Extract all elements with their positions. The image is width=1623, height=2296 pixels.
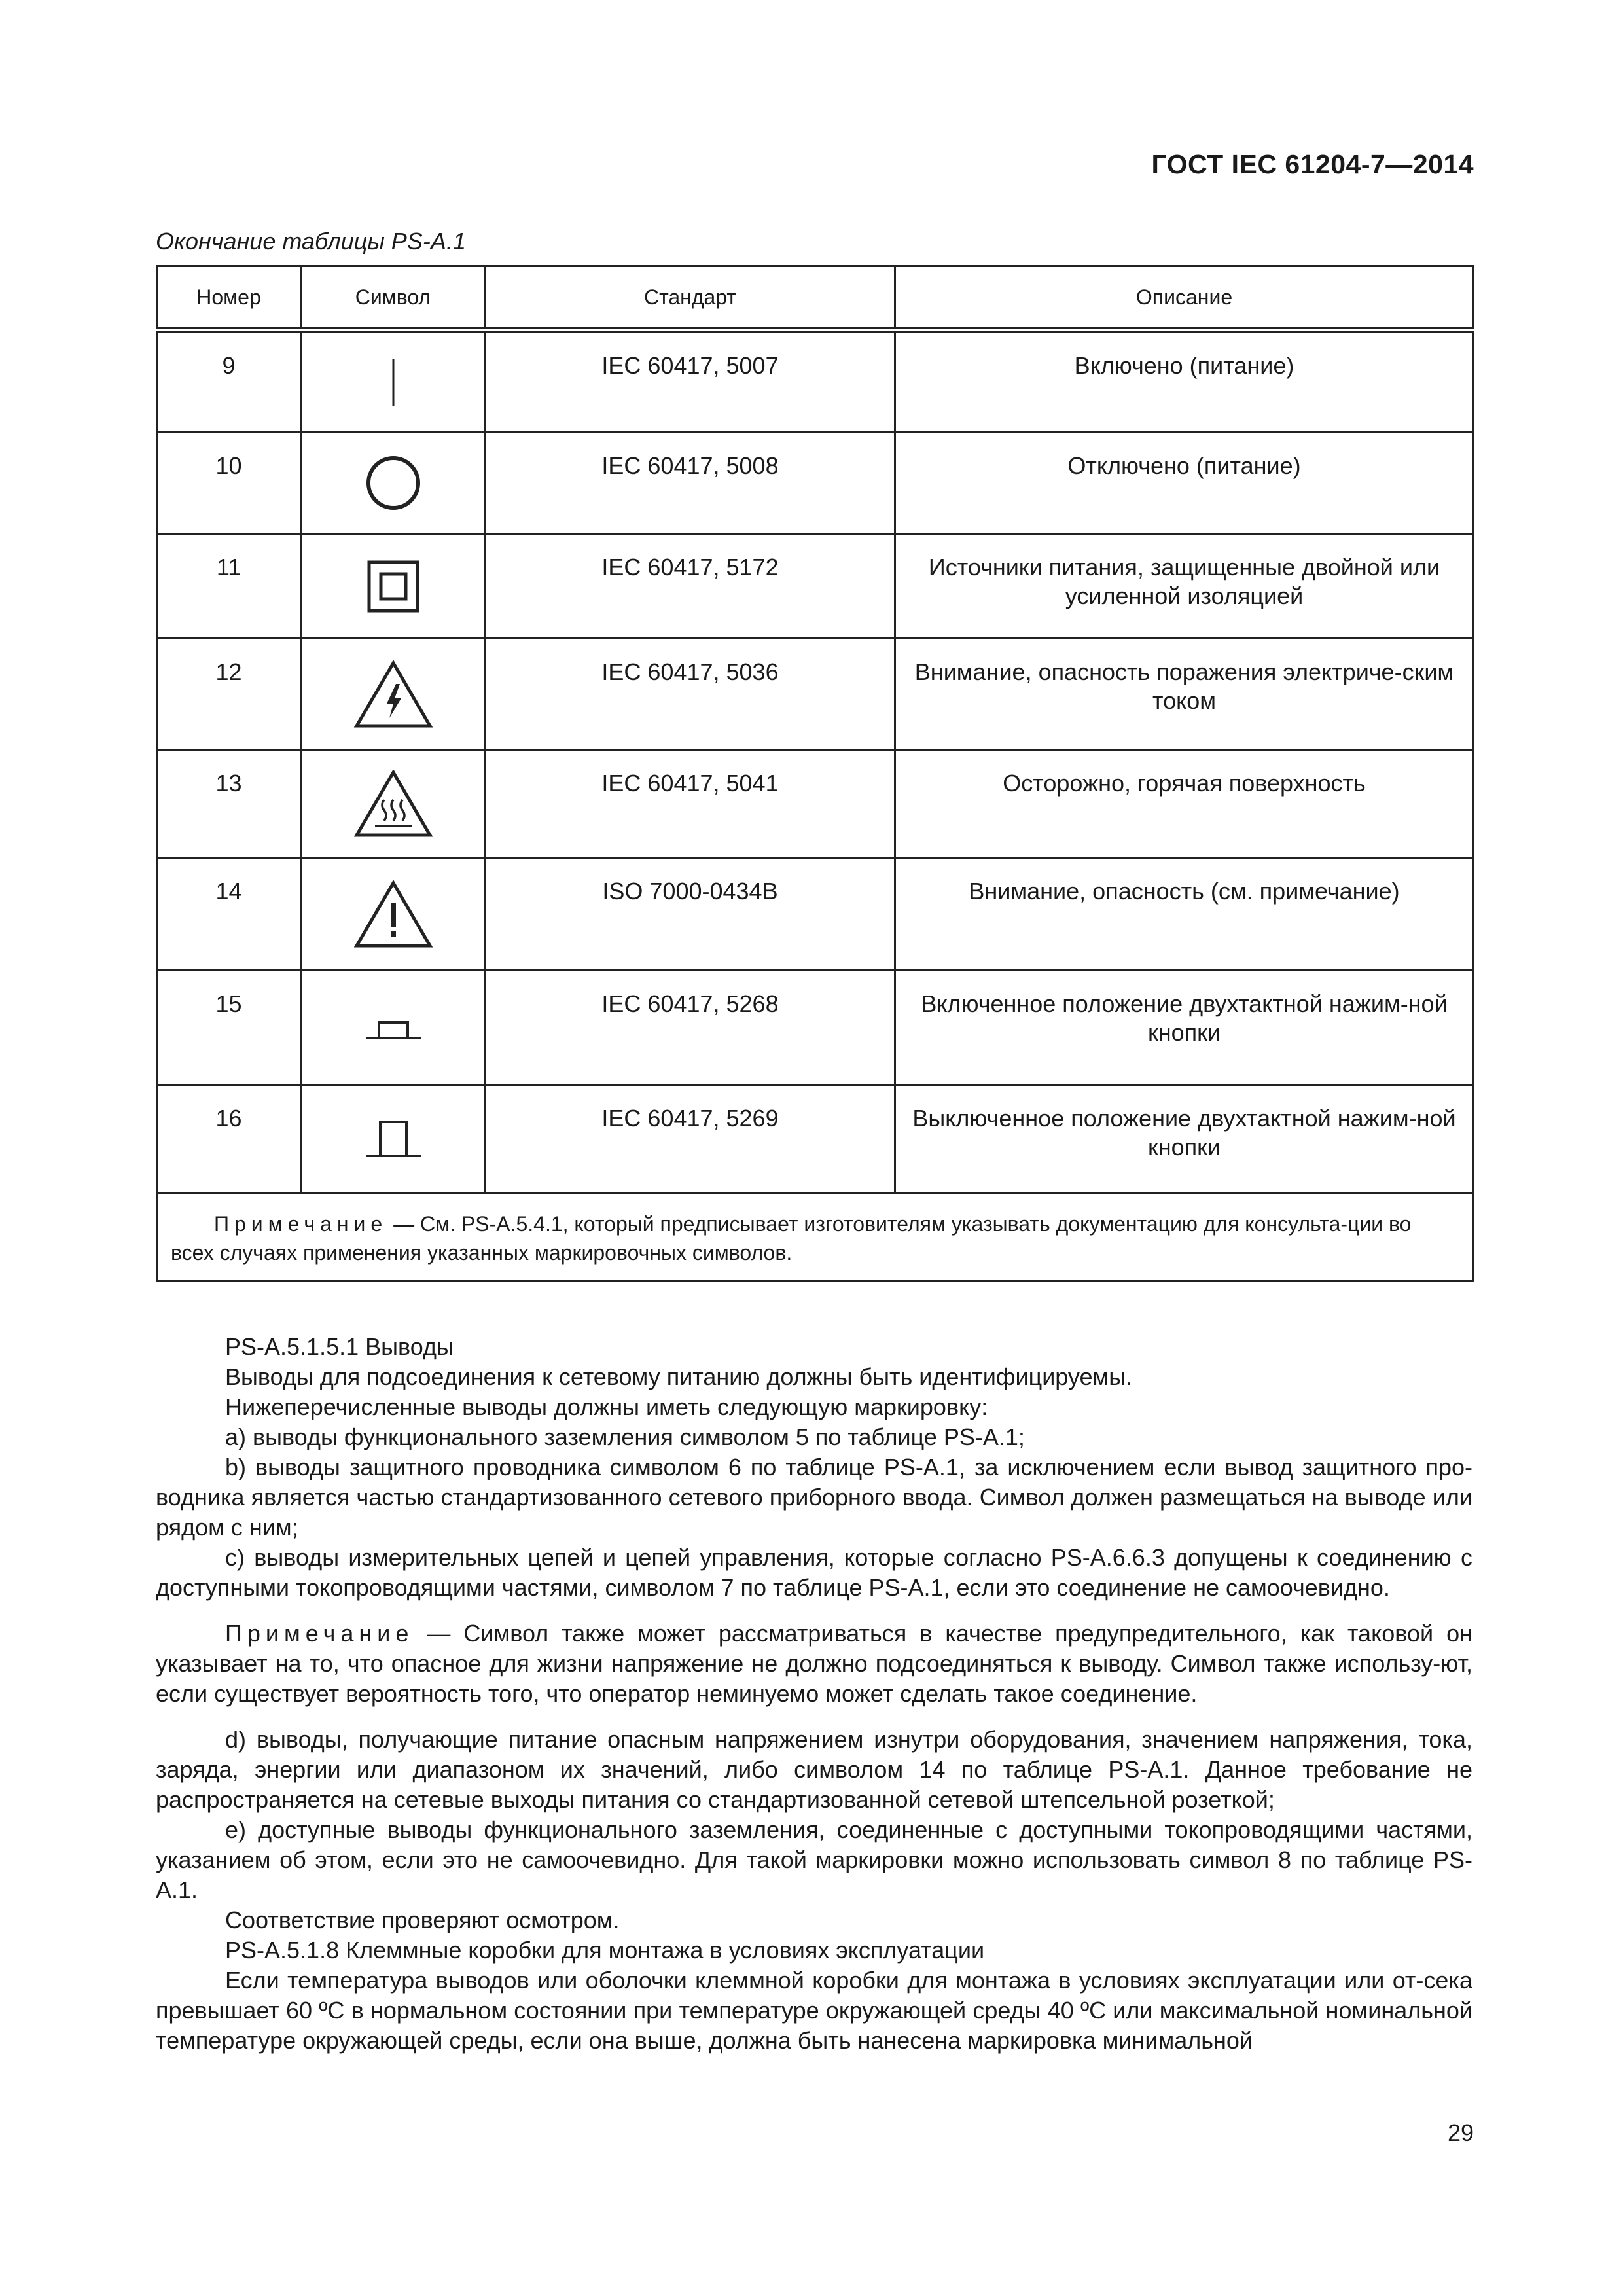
- row-standard: ISO 7000-0434B: [602, 878, 778, 905]
- row-description: Включено (питание): [1074, 352, 1294, 379]
- push-button-out-icon: [361, 1113, 426, 1165]
- row-standard: IEC 60417, 5269: [601, 1105, 779, 1132]
- row-number: 9: [222, 352, 236, 379]
- row-number: 16: [215, 1105, 242, 1132]
- row-number: 11: [216, 554, 241, 581]
- table-row: [157, 639, 1474, 750]
- row-standard: IEC 60417, 5007: [601, 352, 779, 379]
- row-standard: IEC 60417, 5172: [601, 554, 779, 581]
- row-standard: IEC 60417, 5036: [601, 658, 779, 685]
- list-item-b: b) выводы защитного проводника символом 6 по таблице PS-A.1, за исключением если вывод защитного про-водника является частью стандартизованного сетевого приборного ввода. Символ должен размещаться на выводе или рядом с ним;: [156, 1454, 1472, 1541]
- row-description: Отключено (питание): [1067, 452, 1301, 479]
- list-item-a: a) выводы функционального заземления символом 5 по таблице PS-A.1;: [225, 1424, 1025, 1450]
- table-caption: Окончание таблицы PS-A.1: [156, 228, 466, 255]
- table-row: [157, 971, 1474, 1085]
- table-row: [157, 534, 1474, 639]
- table-note-text: — См. PS-A.5.4.1, который предписывает изготовителям указывать документацию для консульта-ции во всех случаях применения указанных маркировочных символов.: [171, 1212, 1412, 1265]
- row-standard: IEC 60417, 5008: [601, 452, 779, 479]
- table-row: [157, 750, 1474, 858]
- page-number: 29: [1447, 2119, 1474, 2146]
- list-item-c: c) выводы измерительных цепей и цепей управления, которые согласно PS-A.6.6.3 допущены к соединению с доступными токопроводящими частями, символом 7 по таблице PS-A.1, если это соединение не самоочевидно.: [156, 1544, 1472, 1601]
- paragraph: Соответствие проверяют осмотром.: [225, 1907, 620, 1933]
- column-header-symbol: Символ: [301, 266, 486, 331]
- row-description: Выключенное положение двухтактной нажим-ной кнопки: [912, 1105, 1456, 1160]
- table-row: [157, 433, 1474, 534]
- row-number: 12: [215, 658, 242, 685]
- row-description: Внимание, опасность (см. примечание): [969, 878, 1400, 905]
- row-description: Источники питания, защищенные двойной или усиленной изоляцией: [928, 554, 1440, 609]
- table-row: [157, 331, 1474, 433]
- table-row: [157, 858, 1474, 971]
- electric-shock-warning-icon: [354, 660, 433, 728]
- row-number: 10: [215, 452, 242, 479]
- list-item-e: e) доступные выводы функционального заземления, соединенные с доступными токопроводящими частями, указанием об этом, если это не самоочевидно. Для такой маркировки можно использовать символ 8 по таблице PS-A.1.: [156, 1816, 1472, 1903]
- general-warning-icon: [354, 880, 433, 948]
- table-header-row: [157, 266, 1474, 331]
- row-number: 13: [215, 770, 242, 797]
- section-heading-terminal-boxes: PS-A.5.1.8 Клеммные коробки для монтажа в условиях эксплуатации: [225, 1937, 985, 1964]
- list-item-d: d) выводы, получающие питание опасным напряжением изнутри оборудования, значением напряжения, тока, заряда, энергии или диапазоном их значений, либо символом 14 по таблице PS-A.1. Данное требование не распространяется на сетевые выходы питания со стандартизованной сетевой штепсельной розеткой;: [156, 1726, 1472, 1813]
- table-note: [157, 1193, 1474, 1282]
- body-text: [156, 1332, 1472, 2056]
- section-heading-terminals: PS-A.5.1.5.1 Выводы: [225, 1333, 454, 1360]
- power-on-line-icon: [380, 356, 406, 408]
- row-description: Осторожно, горячая поверхность: [1003, 770, 1366, 797]
- body-note: [156, 1619, 1472, 1709]
- power-off-circle-icon: [364, 454, 423, 512]
- row-number: 14: [215, 878, 242, 905]
- table-note-row: [157, 1193, 1474, 1282]
- body-note-text: — Символ также может рассматриваться в качестве предупредительного, как таковой он указывает на то, что опасное для жизни напряжение не должно подсоединяться к выводу. Символ также использу-ют, если существует вероятность того, что оператор неминуемо может сделать такое соединение.: [156, 1620, 1472, 1707]
- column-header-description: Описание: [895, 266, 1474, 331]
- paragraph: Выводы для подсоединения к сетевому питанию должны быть идентифицируемы.: [225, 1363, 1133, 1390]
- push-button-in-icon: [361, 1008, 426, 1047]
- table-row: [157, 1085, 1474, 1193]
- paragraph: Если температура выводов или оболочки клеммной коробки для монтажа в условиях эксплуатации или от-сека превышает 60 ºC в нормальном состоянии при температуре окружающей среды 40 ºC или максимальной номинальной температуре окружающей среды, если она выше, должна быть нанесена маркировка минимальной: [156, 1967, 1472, 2054]
- double-insulation-icon: [364, 557, 423, 616]
- paragraph: Нижеперечисленные выводы должны иметь следующую маркировку:: [225, 1393, 988, 1420]
- row-description: Включенное положение двухтактной нажим-ной кнопки: [921, 990, 1448, 1046]
- body-note-label: Примечание: [225, 1620, 414, 1647]
- row-number: 15: [215, 990, 242, 1017]
- document-code: ГОСТ IEC 61204-7—2014: [1151, 149, 1474, 179]
- hot-surface-warning-icon: [354, 770, 433, 838]
- symbols-table: [156, 265, 1474, 1282]
- column-header-standard: Стандарт: [486, 266, 895, 331]
- row-description: Внимание, опасность поражения электриче-ским током: [914, 658, 1454, 714]
- row-standard: IEC 60417, 5041: [601, 770, 779, 797]
- column-header-number: Номер: [157, 266, 301, 331]
- row-standard: IEC 60417, 5268: [601, 990, 779, 1017]
- table-note-label: Примечание: [214, 1212, 388, 1236]
